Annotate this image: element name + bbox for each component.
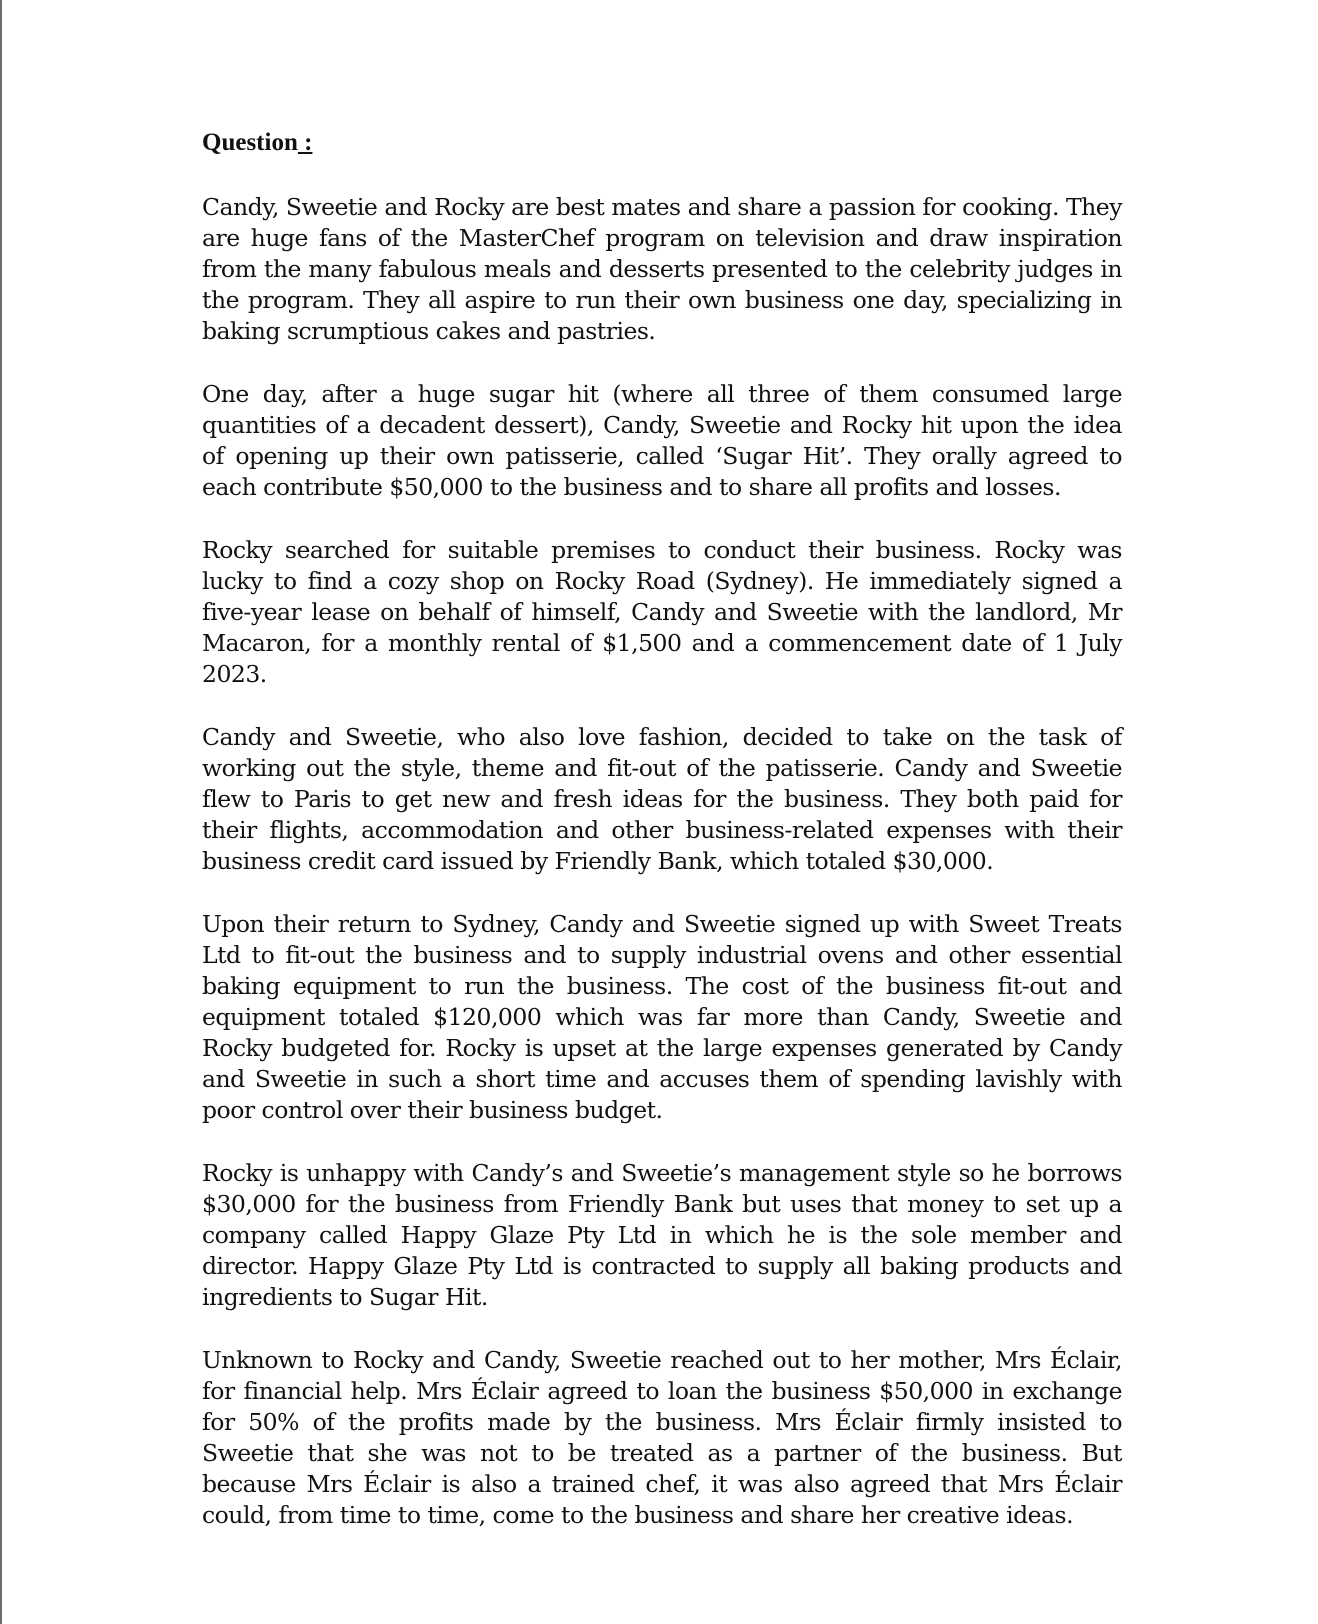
paragraph-5: Upon their return to Sydney, Candy and Sweetie signed up with Sweet Treats Ltd to fit-out the business and to supply industrial ovens and other essential baking equipment to run the business. The cost of the business fit-out and equipment totaled $120,000 which was far more than Candy, Sweetie and Rocky budgeted for. Rocky is upset at the large expenses generated by Candy and Sweetie in such a short time and accuses them of spending lavishly with poor control over their business budget. — [202, 910, 1122, 1124]
paragraph-7: Unknown to Rocky and Candy, Sweetie reached out to her mother, Mrs Éclair, for financial help. Mrs Éclair agreed to loan the business $50,000 in exchange for 50% of the profits made by the business. Mrs Éclair firmly insisted to Sweetie that she was not to be treated as a partner of the business. But because Mrs Éclair is also a trained chef, it was also agreed that Mrs Éclair could, from time to time, come to the business and share her creative ideas. — [202, 1346, 1122, 1529]
question-heading-label: Question — [202, 129, 298, 156]
question-heading-colon: : — [297, 129, 313, 156]
question-heading — [202, 128, 1122, 158]
paragraph-4: Candy and Sweetie, who also love fashion, decided to take on the task of working out the style, theme and fit-out of the patisserie. Candy and Sweetie flew to Paris to get new and fresh ideas for the business. They both paid for their flights, accommodation and other business-related expenses with their business credit card issued by Friendly Bank, which totaled $30,000. — [202, 723, 1122, 875]
paragraph-2: One day, after a huge sugar hit (where all three of them consumed large quantities of a decadent dessert), Candy, Sweetie and Rocky hit upon the idea of opening up their own patisserie, called ‘Sugar Hit’. They orally agreed to each contribute $50,000 to the business and to share all profits and losses. — [202, 380, 1122, 501]
paragraph-6: Rocky is unhappy with Candy’s and Sweetie’s management style so he borrows $30,000 for the business from Friendly Bank but uses that money to set up a company called Happy Glaze Pty Ltd in which he is the sole member and director. Happy Glaze Pty Ltd is contracted to supply all baking products and ingredients to Sugar Hit. — [202, 1159, 1122, 1311]
paragraph-3: Rocky searched for suitable premises to conduct their business. Rocky was lucky to find a cozy shop on Rocky Road (Sydney). He immediately signed a five-year lease on behalf of himself, Candy and Sweetie with the landlord, Mr Macaron, for a monthly rental of $1,500 and a commencement date of 1 July 2023. — [202, 536, 1122, 688]
document-body — [202, 128, 1122, 1563]
paragraph-1: Candy, Sweetie and Rocky are best mates and share a passion for cooking. They are huge fans of the MasterChef program on television and draw inspiration from the many fabulous meals and desserts presented to the celebrity judges in the program. They all aspire to run their own business one day, specializing in baking scrumptious cakes and pastries. — [202, 193, 1122, 345]
